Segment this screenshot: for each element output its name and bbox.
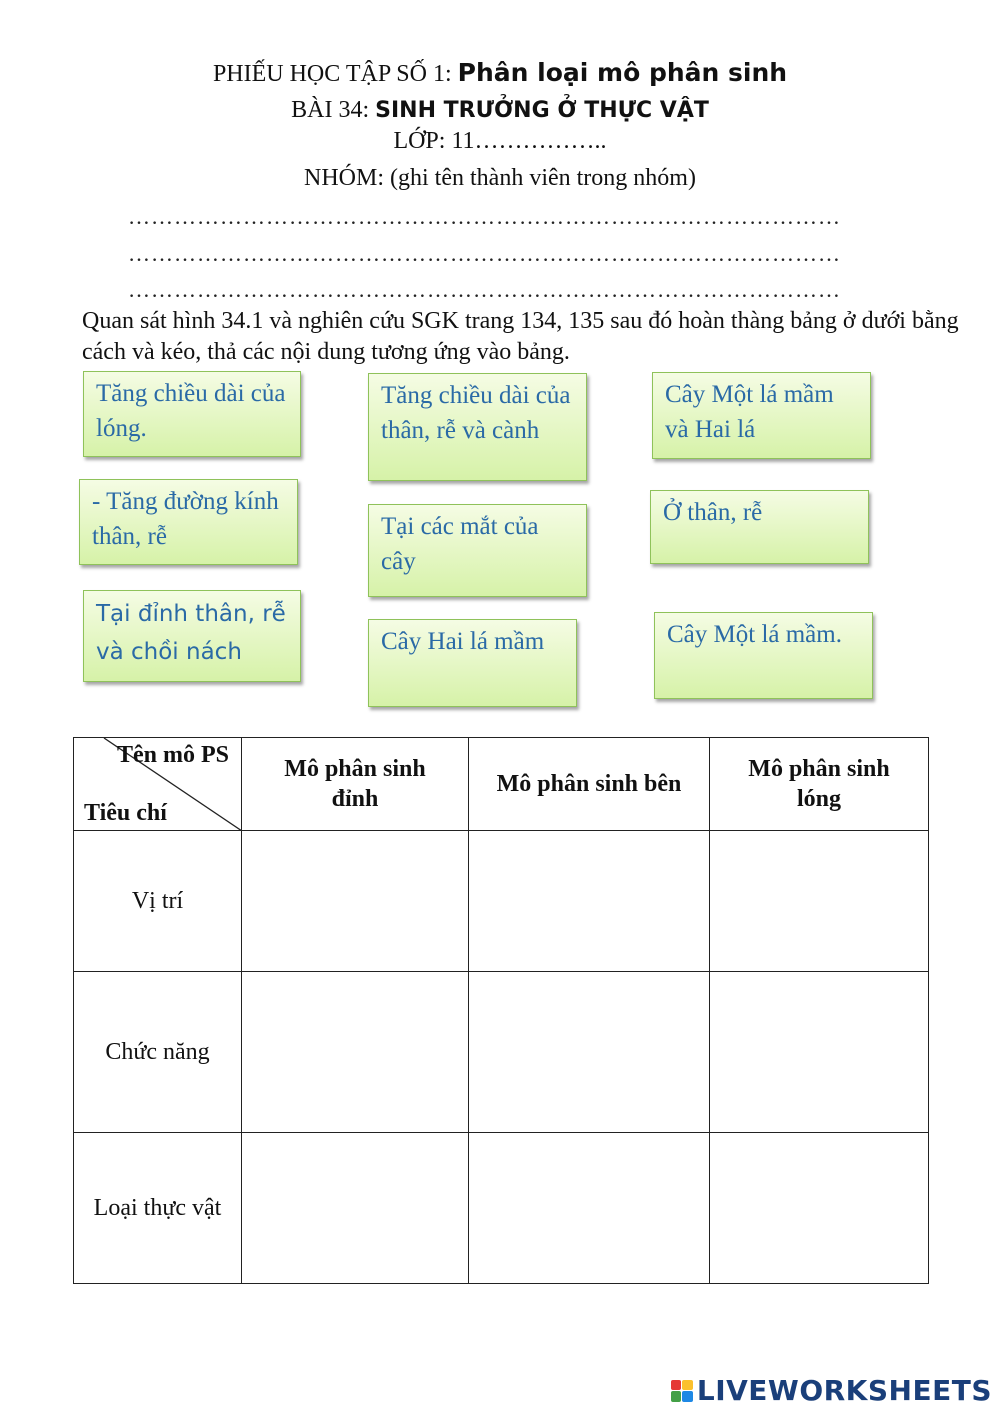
drop-zone[interactable] — [242, 831, 469, 972]
drop-zone[interactable] — [469, 831, 710, 972]
liveworksheets-logo — [671, 1374, 992, 1407]
drop-zone[interactable] — [242, 1133, 469, 1284]
lesson-title — [0, 97, 1000, 124]
column-header: Mô phân sinh bên — [469, 738, 710, 831]
logo-square — [682, 1391, 693, 1402]
row-label: Chức năng — [74, 972, 242, 1133]
table-row — [74, 831, 929, 972]
drag-card[interactable]: Cây Hai lá mầm — [368, 619, 577, 707]
corner-bottom-label: Tiêu chí — [84, 800, 167, 826]
lesson-prefix: BÀI 34: — [291, 97, 376, 123]
corner-cell — [74, 738, 242, 831]
drop-zone[interactable] — [710, 972, 929, 1133]
logo-square — [682, 1380, 693, 1391]
drag-card[interactable]: Tại đỉnh thân, rễ và chồi nách — [83, 590, 301, 682]
drag-card[interactable]: Tăng chiều dài của lóng. — [83, 371, 301, 457]
table-row — [74, 972, 929, 1133]
drag-card[interactable]: Tại các mắt của cây — [368, 504, 587, 597]
drop-zone[interactable] — [469, 1133, 710, 1284]
logo-text: LIVEWORKSHEETS — [696, 1374, 992, 1407]
drag-card[interactable]: Cây Một lá mầm. — [654, 612, 873, 699]
row-label: Loại thực vật — [74, 1133, 242, 1284]
classification-table — [73, 737, 929, 1284]
drop-zone[interactable] — [242, 972, 469, 1133]
row-label: Vị trí — [74, 831, 242, 972]
corner-top-label: Tên mô PS — [116, 742, 229, 768]
dot-line-3: ………………………………………………………………………………… — [128, 277, 841, 302]
dot-line-2: ………………………………………………………………………………… — [128, 241, 841, 266]
logo-icon — [671, 1380, 693, 1402]
drag-card[interactable]: Tăng chiều dài của thân, rễ và cành — [368, 373, 587, 481]
drag-card[interactable]: Ở thân, rễ — [650, 490, 869, 564]
drop-zone[interactable] — [710, 1133, 929, 1284]
lesson-topic: SINH TRƯỞNG Ở THỰC VẬT — [375, 98, 709, 123]
group-line: NHÓM: (ghi tên thành viên trong nhóm) — [304, 165, 696, 191]
drag-card[interactable]: Cây Một lá mầm và Hai lá — [652, 372, 871, 459]
table-row — [74, 1133, 929, 1284]
table-header-row — [74, 738, 929, 831]
logo-square — [671, 1391, 682, 1402]
title-prefix: PHIẾU HỌC TẬP SỐ 1: — [212, 61, 458, 87]
drag-card[interactable]: - Tăng đường kính thân, rễ — [79, 479, 298, 565]
logo-square — [671, 1380, 682, 1391]
drop-zone[interactable] — [710, 831, 929, 972]
worksheet-title — [0, 58, 1000, 88]
instruction-text: Quan sát hình 34.1 và nghiên cứu SGK trang 134, 135 sau đó hoàn thàng bảng ở dưới bằng cách và kéo, thả các nội dung tương ứng vào bảng. — [82, 308, 959, 365]
class-line: LỚP: 11…………….. — [393, 128, 607, 154]
dot-line-1: ………………………………………………………………………………… — [128, 204, 841, 229]
column-header: Mô phân sinh đỉnh — [242, 738, 469, 831]
title-topic: Phân loại mô phân sinh — [457, 58, 788, 87]
drop-zone[interactable] — [469, 972, 710, 1133]
column-header: Mô phân sinh lóng — [710, 738, 929, 831]
